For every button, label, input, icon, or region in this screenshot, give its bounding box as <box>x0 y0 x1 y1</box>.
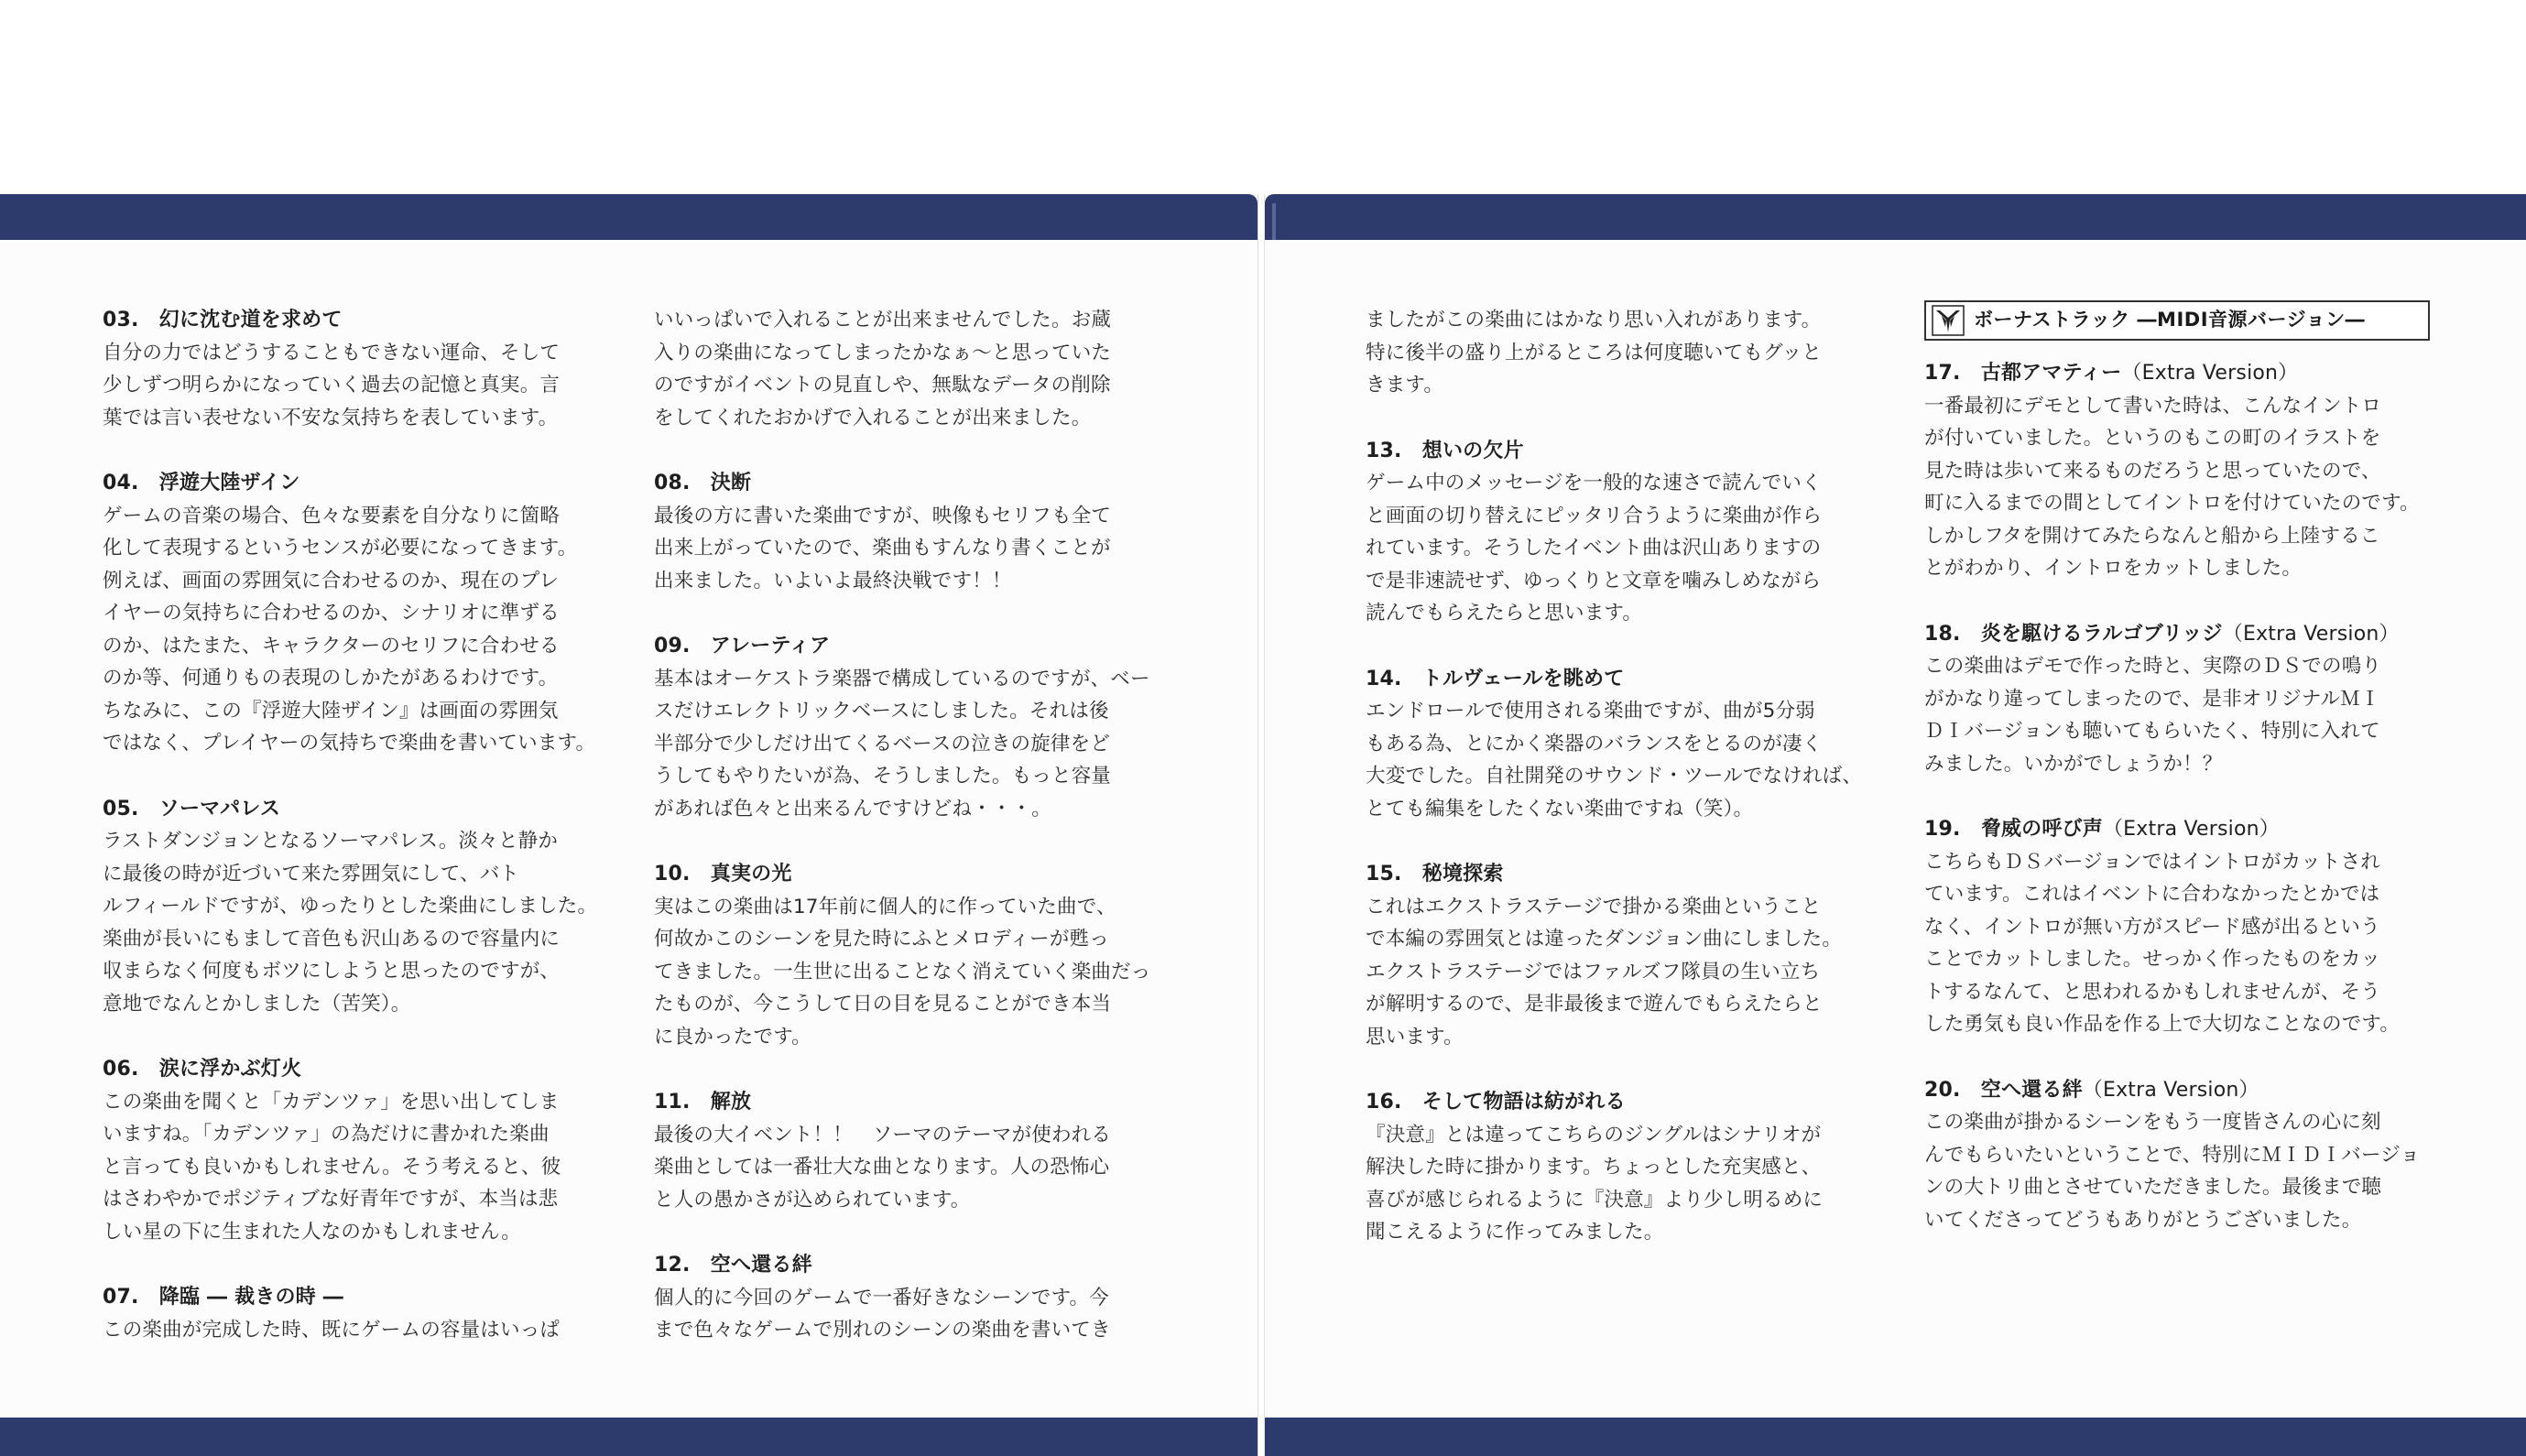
track-title: 05. ソーマパレス <box>103 797 281 820</box>
column-3 <box>1366 304 1878 1282</box>
track-description: これはエクストラステージで掛かる楽曲ということ で本編の雰囲気とは違ったダンジョン曲にしました。 エクストラステージではファルズフ隊員の生い立ち が解明するので、是非最後まで遊んでもらえたらと 思います。 <box>1366 895 1843 1049</box>
track-description: こちらもＤＳバージョンではイントロがカットされ ています。これはイベントに合わなかったとかでは なく、イントロが無い方がスピード感が出るという ことでカットしました。せっかく作ったものをカッ トするなんて、と思われるかもしれませんが、そう した勇気も良い作品を作る上で大切なことなのです。 <box>1924 850 2401 1036</box>
track-title <box>1924 357 2443 390</box>
track-title: 14. トルヴェールを眺めて <box>1366 667 1625 690</box>
track-name: 19. 脅威の呼び声 <box>1924 818 2103 841</box>
track-entry <box>1924 1074 2443 1237</box>
track-entry <box>654 858 1167 1053</box>
track-description: 『決意』とは違ってこちらのジングルはシナリオが 解決した時に掛かります。ちょっとした充実感と、 喜びが感じられるように『決意』より少し明るめに 聞こえるように作ってみました。 <box>1366 1123 1824 1244</box>
track-entry <box>1366 858 1878 1053</box>
right-page <box>1264 194 2526 1456</box>
track-name: 18. 炎を駆けるラルゴブリッジ <box>1924 622 2223 646</box>
track-entry <box>103 1281 615 1346</box>
track-description: 基本はオーケストラ楽器で構成しているのですが、ベー スだけエレクトリックベースにしました。それは後 半部分で少しだけ出てくるベースの泣きの旋律をど うしてもやりたいが為、そうしました。もっと容量 があれば色々と出来るんですけどね・・・。 <box>654 667 1150 820</box>
track-description: この楽曲はデモで作った時と、実際のＤＳでの鳴り がかなり違ってしまったので、是非オリジナルＭＩ ＤＩバージョンも聴いてもらいたく、特別に入れて みました。いかがでしょうか！？ <box>1924 655 2382 776</box>
track-title: 07. 降臨 ― 裁きの時 ― <box>103 1286 343 1309</box>
track-title <box>1924 1074 2443 1107</box>
track-entry <box>654 467 1167 597</box>
track-version: （Extra Version） <box>2222 622 2400 646</box>
track-entry <box>103 793 615 1021</box>
track-description: ラストダンジョンとなるソーマパレス。淡々と静か に最後の時が近づいて来た雰囲気にして、バト ルフィールドですが、ゆったりとした楽曲にしました。 楽曲が長いにもまして音色も沢山あるので容量内に 収まらなく何度もボツにしようと思ったのですが、 意地でなんとかしました（苦笑）。 <box>103 830 598 1016</box>
track-title <box>1924 618 2443 651</box>
track-description: ゲーム中のメッセージを一般的な速さで読んでいく と画面の切り替えにピッタリ合うように楽曲が作ら れています。そうしたイベント曲は沢山ありますの で是非速読せず、ゆっくりと文章を噛みしめながら 読んでもらえたらと思います。 <box>1366 472 1823 625</box>
column-1 <box>103 304 615 1379</box>
track-description: 実はこの楽曲は17年前に個人的に作っていた曲で、 何故かこのシーンを見た時にふとメロディーが甦っ てきました。一生世に出ることなく消えていく楽曲だっ たものが、今こうして日の目を見ることができ本当 に良かったです。 <box>654 895 1151 1049</box>
track-entry <box>654 1086 1167 1216</box>
track-name: 20. 空へ還る絆 <box>1924 1078 2083 1102</box>
track-title: 10. 真実の光 <box>654 863 792 886</box>
bonus-track-label: ボーナストラック ―MIDI音源バージョン― <box>1974 309 2366 331</box>
track-description-continued: いいっぱいで入れることが出来ませんでした。お蔵 入りの楽曲になってしまったかなぁ～と思っていた のですがイベントの見直しや、無駄なデータの削除 をしてくれたおかげで入れることが出来ました。 <box>654 309 1112 429</box>
track-title: 11. 解放 <box>654 1091 752 1114</box>
track-title: 16. そして物語は紡がれる <box>1366 1091 1626 1114</box>
track-description: この楽曲が掛かるシーンをもう一度皆さんの心に刻 んでもらいたいということで、特別にＭＩＤＩバージョ ンの大トリ曲とさせていただきました。最後まで聴 いてくださってどうもありがとうございました。 <box>1924 1111 2421 1232</box>
left-page <box>0 194 1258 1456</box>
track-entry <box>1924 357 2443 585</box>
bottom-band <box>0 1418 1258 1456</box>
track-description: エンドロールで使用される楽曲ですが、曲が5分弱 もある為、とにかく楽器のバランスをとるのが凄く 大変でした。自社開発のサウンド・ツールでなければ、 とても編集をしたくない楽曲ですね（笑）。 <box>1366 700 1863 820</box>
track-version: （Extra Version） <box>2082 1078 2259 1102</box>
track-title <box>1924 813 2443 846</box>
track-entry <box>1366 1086 1878 1249</box>
track-name: 17. 古都アマティー <box>1924 362 2122 385</box>
top-band <box>0 194 1258 240</box>
column-2 <box>654 304 1167 1380</box>
track-entry <box>654 630 1167 825</box>
track-entry <box>1366 663 1878 826</box>
track-entry <box>1924 618 2443 781</box>
track-description: 自分の力ではどうすることもできない運命、そして 少しずつ明らかになっていく過去の記憶と真実。言 葉では言い表せない不安な気持ちを表しています。 <box>103 341 561 429</box>
track-description-continued: ましたがこの楽曲にはかなり思い入れがあります。 特に後半の盛り上がるところは何度聴いてもグッと きます。 <box>1366 309 1823 397</box>
track-entry <box>103 1053 615 1248</box>
track-description: ゲームの音楽の場合、色々な要素を自分なりに箇略 化して表現するというセンスが必要になってきます。 例えば、画面の雰囲気に合わせるのか、現在のプレ イヤーの気持ちに合わせるのか、シナリオに準ずる のか、はたまた、キャラクターのセリフに合わせる のか等、何通りもの表現のしかたがあるわけです。 ちなみに、この『浮遊大陸ザイン』は画面の雰囲気 ではなく、プレイヤーの気持ちで楽曲を書いています。 <box>103 504 596 755</box>
track-description: この楽曲を聞くと「カデンツァ」を思い出してしま いますね。「カデンツァ」の為だけに書かれた楽曲 と言っても良いかもしれません。そう考えると、彼 はさわやかでポジティブな好青年ですが、本当は悲 しい星の下に生まれた人なのかもしれません。 <box>103 1090 561 1244</box>
track-title: 04. 浮遊大陸ザイン <box>103 472 300 494</box>
track-description: 一番最初にデモとして書いた時は、こんなイントロ が付いていました。というのもこの町のイラストを 見た時は歩いて来るものだろうと思っていたので、 町に入るまでの間としてイントロを付けていたのです。 しかしフタを開けてみたらなんと船から上陸するこ とがわかり、イントロをカットしました。 <box>1924 394 2420 580</box>
track-title: 08. 決断 <box>654 472 752 494</box>
column-4 <box>1924 297 2443 1269</box>
track-title: 06. 涙に浮かぶ灯火 <box>103 1058 302 1081</box>
game-emblem-icon <box>1932 305 1965 336</box>
track-description: この楽曲が完成した時、既にゲームの容量はいっぱ <box>103 1318 561 1342</box>
track-description: 個人的に今回のゲームで一番好きなシーンです。今 まで色々なゲームで別れのシーンの楽曲を書いてき <box>654 1286 1111 1342</box>
track-entry <box>1924 813 2443 1041</box>
track-entry <box>654 1249 1167 1347</box>
track-entry <box>1366 435 1878 630</box>
track-description: 最後の方に書いた楽曲ですが、映像もセリフも全て 出来上がっていたので、楽曲もすんなり書くことが 出来ました。いよいよ最終決戦です！！ <box>654 504 1112 592</box>
track-title: 09. アレーティア <box>654 635 831 657</box>
track-title: 13. 想いの欠片 <box>1366 439 1524 462</box>
track-entry <box>103 304 615 434</box>
bonus-track-header <box>1924 300 2430 341</box>
track-version: （Extra Version） <box>2121 362 2299 385</box>
track-entry <box>103 467 615 760</box>
track-title: 03. 幻に沈む道を求めて <box>103 309 343 331</box>
track-title: 15. 秘境探索 <box>1366 863 1504 886</box>
bottom-band <box>1265 1418 2526 1456</box>
track-version: （Extra Version） <box>2102 818 2280 841</box>
top-band <box>1265 194 2526 240</box>
track-title: 12. 空へ還る絆 <box>654 1254 812 1277</box>
track-description: 最後の大イベント！！ ソーマのテーマが使われる 楽曲としては一番壮大な曲となります。人の恐怖心 と人の愚かさが込められています。 <box>654 1123 1112 1212</box>
